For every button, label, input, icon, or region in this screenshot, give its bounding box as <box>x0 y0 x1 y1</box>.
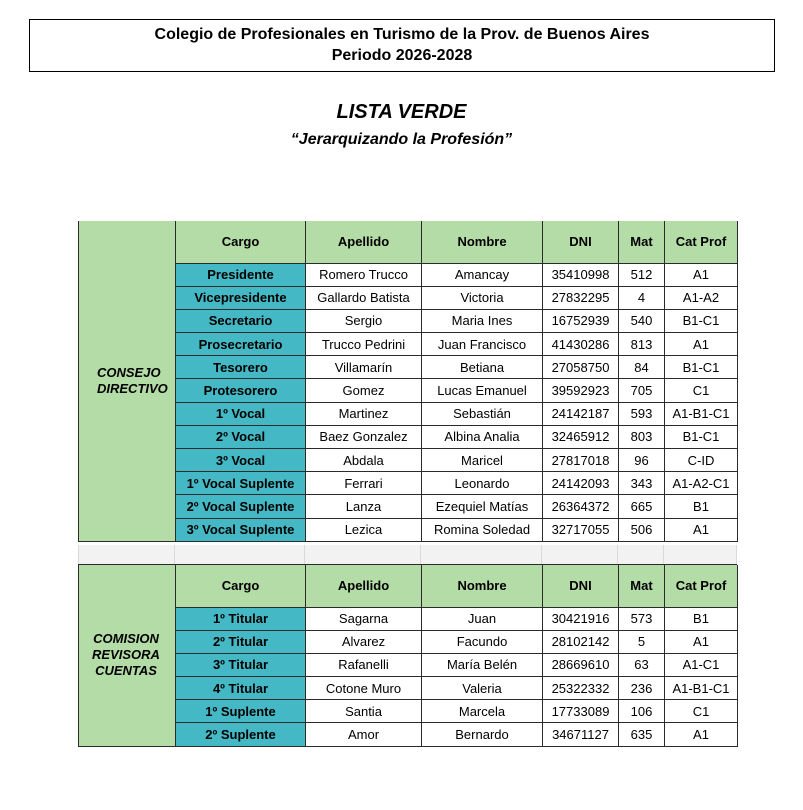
table-cell: A1 <box>665 263 738 286</box>
table-row <box>79 630 738 653</box>
column-header-row <box>79 221 738 263</box>
table-row <box>79 309 738 332</box>
table-cell: 665 <box>619 495 665 518</box>
table-cell: 27832295 <box>543 286 619 309</box>
table-row <box>79 425 738 448</box>
table-row <box>79 518 738 541</box>
table-cell: 34671127 <box>543 723 619 746</box>
column-header: Mat <box>619 221 665 263</box>
table-cell: 39592923 <box>543 379 619 402</box>
table-cell: 96 <box>619 449 665 472</box>
table-cell: 106 <box>619 700 665 723</box>
table-cell: Gallardo Batista <box>306 286 422 309</box>
table-cell: A1 <box>665 333 738 356</box>
institution-name: Colegio de Profesionales en Turismo de la Prov. de Buenos Aires <box>154 26 650 43</box>
section-label-line: COMISION <box>93 631 159 647</box>
table-cell: A1-A2-C1 <box>665 472 738 495</box>
cargo-cell: 1º Suplente <box>176 700 306 723</box>
table-cell: Alvarez <box>306 630 422 653</box>
table-cell: Albina Analia <box>422 425 543 448</box>
table-cell: 32465912 <box>543 425 619 448</box>
table-row <box>79 449 738 472</box>
table-cell: Sagarna <box>306 607 422 630</box>
table-cell: A1-B1-C1 <box>665 677 738 700</box>
table-cell: 343 <box>619 472 665 495</box>
table-cell: 30421916 <box>543 607 619 630</box>
table-cell: Maria Ines <box>422 309 543 332</box>
table-cell: Leonardo <box>422 472 543 495</box>
table-cell: C-ID <box>665 449 738 472</box>
table-cell: 506 <box>619 518 665 541</box>
table-cell: 32717055 <box>543 518 619 541</box>
cargo-cell: 1º Titular <box>176 607 306 630</box>
column-header: Apellido <box>306 565 422 607</box>
section-separator <box>78 545 737 565</box>
cargo-cell: Presidente <box>176 263 306 286</box>
institution-header <box>29 19 775 72</box>
table-cell: C1 <box>665 379 738 402</box>
table-cell: A1-B1-C1 <box>665 402 738 425</box>
period-label: Periodo 2026-2028 <box>331 47 473 64</box>
table-cell: Maricel <box>422 449 543 472</box>
table-cell: Rafanelli <box>306 653 422 676</box>
table-cell: 35410998 <box>543 263 619 286</box>
table-cell: Lezica <box>306 518 422 541</box>
table-cell: Ezequiel Matías <box>422 495 543 518</box>
table-cell: Juan <box>422 607 543 630</box>
column-header: Cat Prof <box>665 565 738 607</box>
table-cell: Martinez <box>306 402 422 425</box>
cargo-cell: 4º Titular <box>176 677 306 700</box>
table-cell: 41430286 <box>543 333 619 356</box>
table-row <box>79 723 738 746</box>
cargo-cell: 1º Vocal Suplente <box>176 472 306 495</box>
table-cell: 573 <box>619 607 665 630</box>
cargo-cell: 2º Vocal <box>176 425 306 448</box>
cargo-cell: 2º Vocal Suplente <box>176 495 306 518</box>
table-cell: 236 <box>619 677 665 700</box>
table-row <box>79 263 738 286</box>
table-cell: María Belén <box>422 653 543 676</box>
cargo-cell: Vicepresidente <box>176 286 306 309</box>
table-cell: A1-A2 <box>665 286 738 309</box>
table-cell: B1 <box>665 607 738 630</box>
column-header: Cargo <box>176 221 306 263</box>
table-cell: B1-C1 <box>665 309 738 332</box>
table-cell: Victoria <box>422 286 543 309</box>
table-cell: 28102142 <box>543 630 619 653</box>
table-cell: Romina Soledad <box>422 518 543 541</box>
table-row <box>79 379 738 402</box>
cargo-cell: 3º Vocal <box>176 449 306 472</box>
table-cell: 16752939 <box>543 309 619 332</box>
table-cell: 63 <box>619 653 665 676</box>
table-cell: 25322332 <box>543 677 619 700</box>
column-header: Apellido <box>306 221 422 263</box>
column-header: Cargo <box>176 565 306 607</box>
cargo-cell: 2º Suplente <box>176 723 306 746</box>
table-cell: 705 <box>619 379 665 402</box>
table-cell: 540 <box>619 309 665 332</box>
comision-revisora-table <box>78 565 738 747</box>
cargo-cell: 3º Vocal Suplente <box>176 518 306 541</box>
table-cell: 593 <box>619 402 665 425</box>
table-row <box>79 677 738 700</box>
table-cell: C1 <box>665 700 738 723</box>
cargo-cell: Secretario <box>176 309 306 332</box>
table-cell: 84 <box>619 356 665 379</box>
table-row <box>79 607 738 630</box>
column-header-row <box>79 565 738 607</box>
table-cell: Cotone Muro <box>306 677 422 700</box>
table-row <box>79 653 738 676</box>
table-cell: A1 <box>665 723 738 746</box>
section-label-line: DIRECTIVO <box>97 380 168 396</box>
section-label-line: REVISORA <box>92 647 160 663</box>
table-cell: A1 <box>665 630 738 653</box>
table-row <box>79 286 738 309</box>
table-cell: B1 <box>665 495 738 518</box>
table-cell: Lucas Emanuel <box>422 379 543 402</box>
table-cell: Juan Francisco <box>422 333 543 356</box>
table-cell: 512 <box>619 263 665 286</box>
table-cell: Abdala <box>306 449 422 472</box>
table-cell: Betiana <box>422 356 543 379</box>
section-label-line: CONSEJO <box>97 364 161 380</box>
table-row <box>79 402 738 425</box>
table-cell: 24142093 <box>543 472 619 495</box>
table-cell: 635 <box>619 723 665 746</box>
column-header: Mat <box>619 565 665 607</box>
table-cell: 26364372 <box>543 495 619 518</box>
cargo-cell: 3º Titular <box>176 653 306 676</box>
table-row <box>79 333 738 356</box>
table-cell: Santia <box>306 700 422 723</box>
table-cell: A1 <box>665 518 738 541</box>
table-cell: 5 <box>619 630 665 653</box>
column-header: Cat Prof <box>665 221 738 263</box>
section-label <box>79 221 176 541</box>
table-cell: Villamarín <box>306 356 422 379</box>
table-cell: Valeria <box>422 677 543 700</box>
table-cell: Sergio <box>306 309 422 332</box>
table-cell: A1-C1 <box>665 653 738 676</box>
table-cell: 803 <box>619 425 665 448</box>
table-cell: Ferrari <box>306 472 422 495</box>
table-cell: Gomez <box>306 379 422 402</box>
table-row <box>79 472 738 495</box>
table-cell: Amancay <box>422 263 543 286</box>
column-header: DNI <box>543 565 619 607</box>
list-title: LISTA VERDE <box>336 101 467 123</box>
table-cell: 28669610 <box>543 653 619 676</box>
table-cell: Amor <box>306 723 422 746</box>
column-header: Nombre <box>422 565 543 607</box>
table-cell: 27817018 <box>543 449 619 472</box>
list-subtitle: “Jerarquizando la Profesión” <box>290 131 513 148</box>
table-cell: Romero Trucco <box>306 263 422 286</box>
table-cell: Marcela <box>422 700 543 723</box>
table-cell: 4 <box>619 286 665 309</box>
table-cell: B1-C1 <box>665 356 738 379</box>
table-row <box>79 495 738 518</box>
section-label <box>79 565 176 746</box>
table-cell: 27058750 <box>543 356 619 379</box>
table-cell: Bernardo <box>422 723 543 746</box>
cargo-cell: Protesorero <box>176 379 306 402</box>
table-cell: Trucco Pedrini <box>306 333 422 356</box>
table-row <box>79 356 738 379</box>
table-cell: Baez Gonzalez <box>306 425 422 448</box>
table-cell: 813 <box>619 333 665 356</box>
table-cell: Facundo <box>422 630 543 653</box>
table-cell: Lanza <box>306 495 422 518</box>
table-row <box>79 700 738 723</box>
table-cell: 24142187 <box>543 402 619 425</box>
cargo-cell: 1º Vocal <box>176 402 306 425</box>
section-label-line: CUENTAS <box>95 663 157 679</box>
column-header: DNI <box>543 221 619 263</box>
table-cell: Sebastián <box>422 402 543 425</box>
cargo-cell: Prosecretario <box>176 333 306 356</box>
cargo-cell: Tesorero <box>176 356 306 379</box>
table-cell: B1-C1 <box>665 425 738 448</box>
table-cell: 17733089 <box>543 700 619 723</box>
cargo-cell: 2º Titular <box>176 630 306 653</box>
column-header: Nombre <box>422 221 543 263</box>
consejo-directivo-table <box>78 221 738 542</box>
